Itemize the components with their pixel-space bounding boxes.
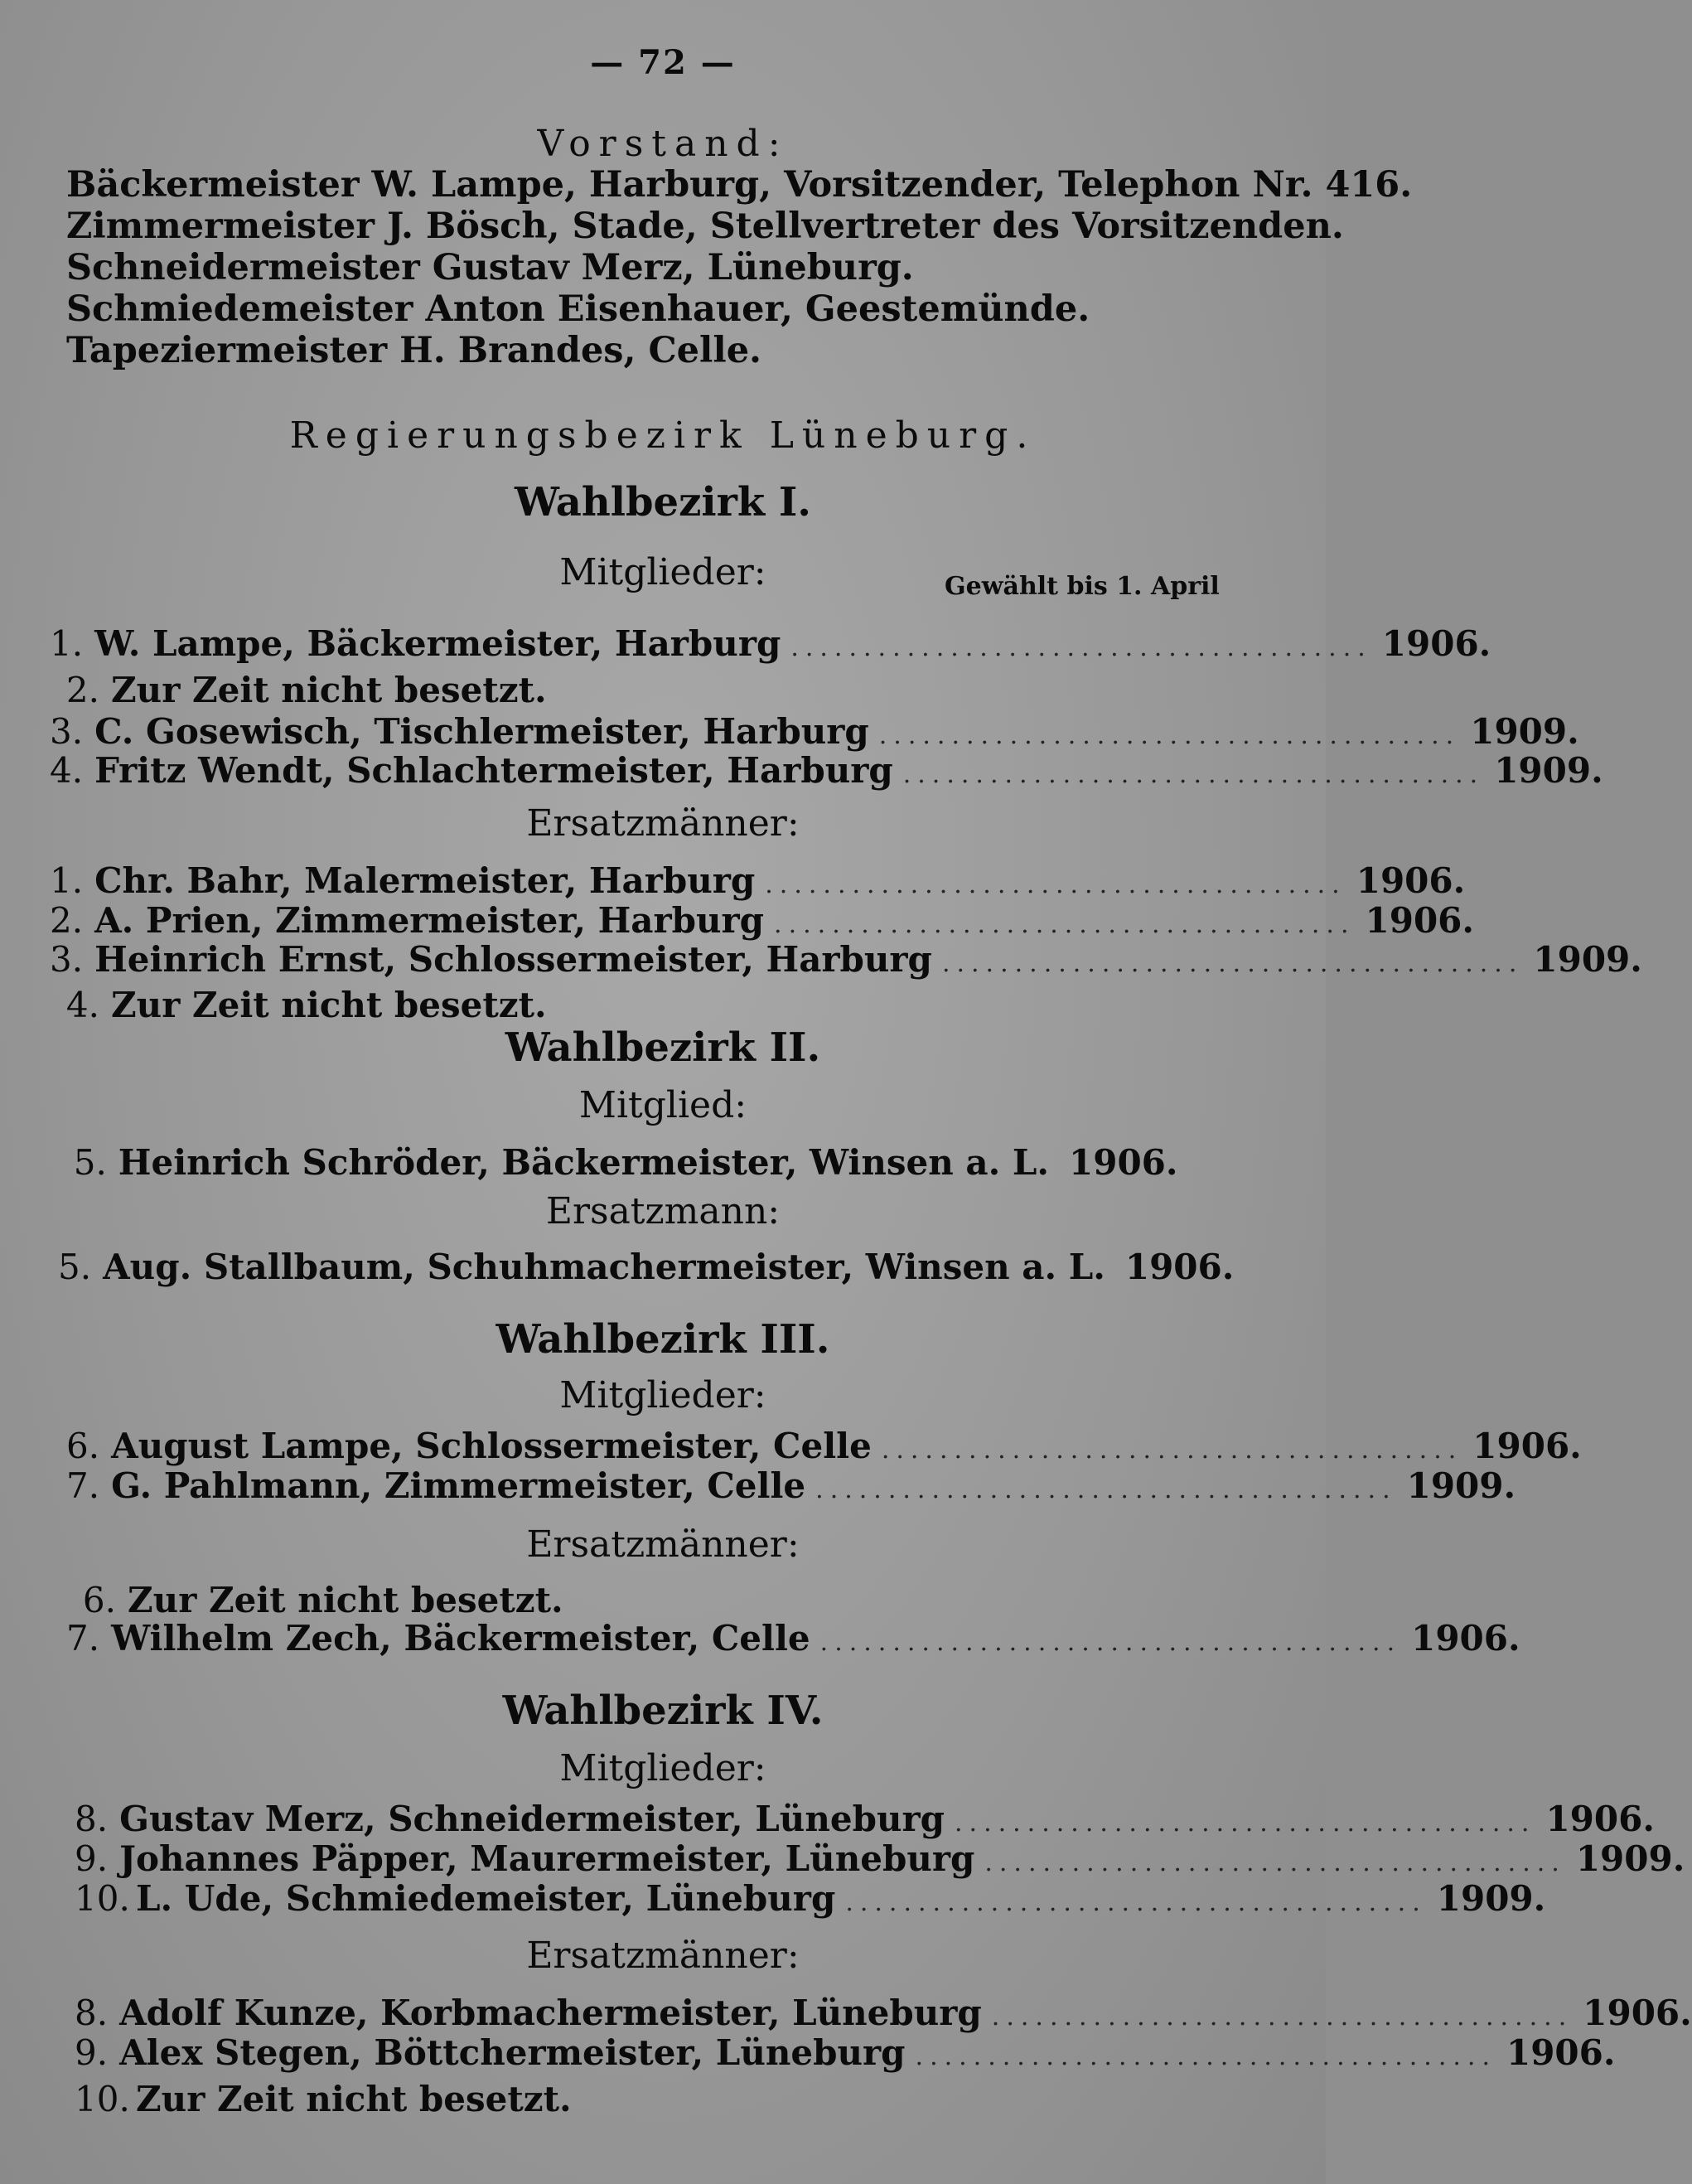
entry-year: 1906.: [1365, 900, 1475, 941]
entry-year: 1909.: [1406, 1465, 1516, 1506]
vorstand-line: Bäckermeister W. Lampe, Harburg, Vorsitzender, Telephon Nr. 416.: [66, 164, 1413, 206]
entry-text: Gustav Merz, Schneidermeister, Lüneburg: [119, 1799, 945, 1839]
list-item: [75, 1993, 1692, 2033]
entry-year: 1906.: [1472, 1426, 1582, 1466]
entry-text: Aug. Stallbaum, Schuhmachermeister, Winsen a. L.: [103, 1247, 1105, 1287]
entry-text: Johannes Päpper, Maurermeister, Lüneburg: [119, 1838, 975, 1879]
vorstand-line: Zimmermeister J. Bösch, Stade, Stellvertreter des Vorsitzenden.: [66, 206, 1344, 247]
leader-dots: ........................................: [915, 2042, 1496, 2071]
entry-number: 4.: [65, 985, 99, 1025]
wb3-ersatz-label: Ersatzmänner:: [526, 1523, 800, 1566]
entry-number: 2.: [65, 670, 99, 710]
leader-dots: ........................................: [774, 910, 1356, 939]
vorstand-heading: Vorstand:: [537, 123, 789, 165]
entry-text: August Lampe, Schlossermeister, Celle: [111, 1426, 872, 1466]
list-item: [66, 1426, 1582, 1466]
entry-number: 1.: [50, 860, 84, 901]
entry-number: 7.: [66, 1465, 100, 1506]
entry-text: Zur Zeit nicht besetzt.: [128, 1580, 563, 1620]
entry-text: Zur Zeit nicht besetzt.: [111, 670, 547, 710]
entry-text: L. Ude, Schmiedemeister, Lüneburg: [136, 1878, 836, 1919]
entry-year: 1906.: [1545, 1799, 1655, 1839]
entry-number: 8.: [75, 1799, 109, 1839]
entry-number: 9.: [75, 1838, 109, 1879]
entry-year: 1909.: [1494, 750, 1603, 791]
entry-number: 8.: [75, 1993, 109, 2033]
entry-year: 1906.: [1356, 860, 1466, 901]
list-item: [75, 1838, 1685, 1879]
list-item: [50, 711, 1579, 752]
entry-number: 2.: [50, 900, 84, 941]
list-item: [75, 2079, 1193, 2119]
leader-dots: ........................................: [815, 1475, 1397, 1504]
entry-year: 1909.: [1470, 711, 1579, 752]
wb1-mitglieder-label: Mitglieder:: [559, 551, 766, 593]
entry-number: 6.: [66, 1426, 100, 1466]
wahlbezirk-4-title: Wahlbezirk IV.: [502, 1688, 824, 1734]
wb1-ersatz-label: Ersatzmänner:: [526, 802, 800, 845]
regierungsbezirk-heading: Regierungsbezirk Lüneburg.: [289, 414, 1037, 457]
list-item: [66, 1618, 1520, 1659]
wb3-mitglieder-label: Mitglieder:: [559, 1374, 766, 1416]
wahlbezirk-1-title: Wahlbezirk I.: [515, 479, 811, 525]
vorstand-line: Tapeziermeister H. Brandes, Celle.: [66, 330, 762, 371]
leader-dots: ........................................: [765, 870, 1346, 899]
entry-text: Fritz Wendt, Schlachtermeister, Harburg: [94, 750, 893, 791]
entry-year: 1906.: [1583, 1993, 1692, 2033]
leader-dots: ........................................: [845, 1888, 1427, 1917]
leader-dots: ........................................: [991, 2002, 1574, 2031]
entry-number: 10.: [75, 2079, 130, 2119]
list-item: [58, 1247, 1235, 1287]
entry-text: C. Gosewisch, Tischlermeister, Harburg: [94, 711, 869, 752]
list-item: [50, 860, 1466, 901]
entry-text: Heinrich Ernst, Schlossermeister, Harburg: [94, 939, 932, 980]
entry-number: 3.: [50, 711, 84, 752]
entry-text: Heinrich Schröder, Bäckermeister, Winsen a. L.: [118, 1142, 1049, 1183]
leader-dots: ........................................: [955, 1809, 1536, 1838]
entry-year: 1909.: [1575, 1838, 1685, 1879]
wb4-ersatz-label: Ersatzmänner:: [526, 1935, 800, 1977]
entry-text: Zur Zeit nicht besetzt.: [136, 2079, 572, 2119]
entry-text: Zur Zeit nicht besetzt.: [111, 985, 547, 1025]
entry-number: 10.: [75, 1878, 130, 1919]
leader-dots: ........................................: [881, 1436, 1463, 1465]
entry-text: Alex Stegen, Böttchermeister, Lüneburg: [119, 2032, 906, 2073]
entry-number: 1.: [50, 623, 84, 664]
list-item: [50, 939, 1642, 980]
leader-dots: ........................................: [790, 633, 1372, 662]
list-item: [50, 985, 1160, 1025]
entry-number: 5.: [73, 1142, 107, 1183]
entry-number: 3.: [50, 939, 84, 980]
entry-number: 4.: [50, 750, 84, 791]
entry-year: 1906.: [1124, 1247, 1235, 1287]
vorstand-line: Schmiedemeister Anton Eisenhauer, Geestemünde.: [66, 288, 1090, 330]
entry-text: Chr. Bahr, Malermeister, Harburg: [94, 860, 756, 901]
entry-year: 1909.: [1533, 939, 1642, 980]
wb4-mitglieder-label: Mitglieder:: [559, 1747, 766, 1789]
entry-text: W. Lampe, Bäckermeister, Harburg: [94, 623, 781, 664]
wb2-mitglieder-label: Mitglied:: [578, 1084, 747, 1126]
list-item: [75, 2032, 1616, 2073]
entry-text: G. Pahlmann, Zimmermeister, Celle: [111, 1465, 806, 1506]
list-item: [50, 750, 1603, 791]
wahlbezirk-3-title: Wahlbezirk III.: [496, 1316, 830, 1363]
gewaehlt-column-header: Gewählt bis 1. April: [945, 572, 1220, 601]
entry-year: 1906.: [1411, 1618, 1520, 1659]
list-item: [58, 1142, 1178, 1183]
wb2-ersatz-label: Ersatzmann:: [545, 1190, 781, 1232]
entry-year: 1906.: [1506, 2032, 1616, 2073]
entry-number: 7.: [66, 1618, 100, 1659]
leader-dots: ........................................: [878, 721, 1461, 750]
list-item: [66, 1580, 1185, 1620]
page-number: — 72 —: [590, 43, 736, 82]
entry-text: Adolf Kunze, Korbmachermeister, Lüneburg: [119, 1993, 982, 2033]
list-item: [50, 623, 1491, 664]
list-item: [50, 670, 1143, 710]
list-item: [75, 1878, 1546, 1919]
entry-year: 1906.: [1381, 623, 1491, 664]
leader-dots: ........................................: [902, 760, 1485, 789]
vorstand-list: [66, 164, 1413, 371]
entry-year: 1909.: [1436, 1878, 1546, 1919]
list-item: [75, 1799, 1655, 1839]
leader-dots: ........................................: [984, 1848, 1566, 1877]
list-item: [66, 1465, 1516, 1506]
leader-dots: ........................................: [819, 1628, 1402, 1657]
entry-number: 9.: [75, 2032, 109, 2073]
leader-dots: ........................................: [941, 949, 1524, 978]
entry-text: Wilhelm Zech, Bäckermeister, Celle: [111, 1618, 810, 1659]
vorstand-line: Schneidermeister Gustav Merz, Lüneburg.: [66, 247, 914, 288]
list-item: [50, 900, 1475, 941]
entry-year: 1906.: [1069, 1142, 1178, 1183]
entry-text: A. Prien, Zimmermeister, Harburg: [94, 900, 765, 941]
entry-number: 5.: [58, 1247, 92, 1287]
entry-number: 6.: [82, 1580, 116, 1620]
wahlbezirk-2-title: Wahlbezirk II.: [505, 1024, 821, 1071]
